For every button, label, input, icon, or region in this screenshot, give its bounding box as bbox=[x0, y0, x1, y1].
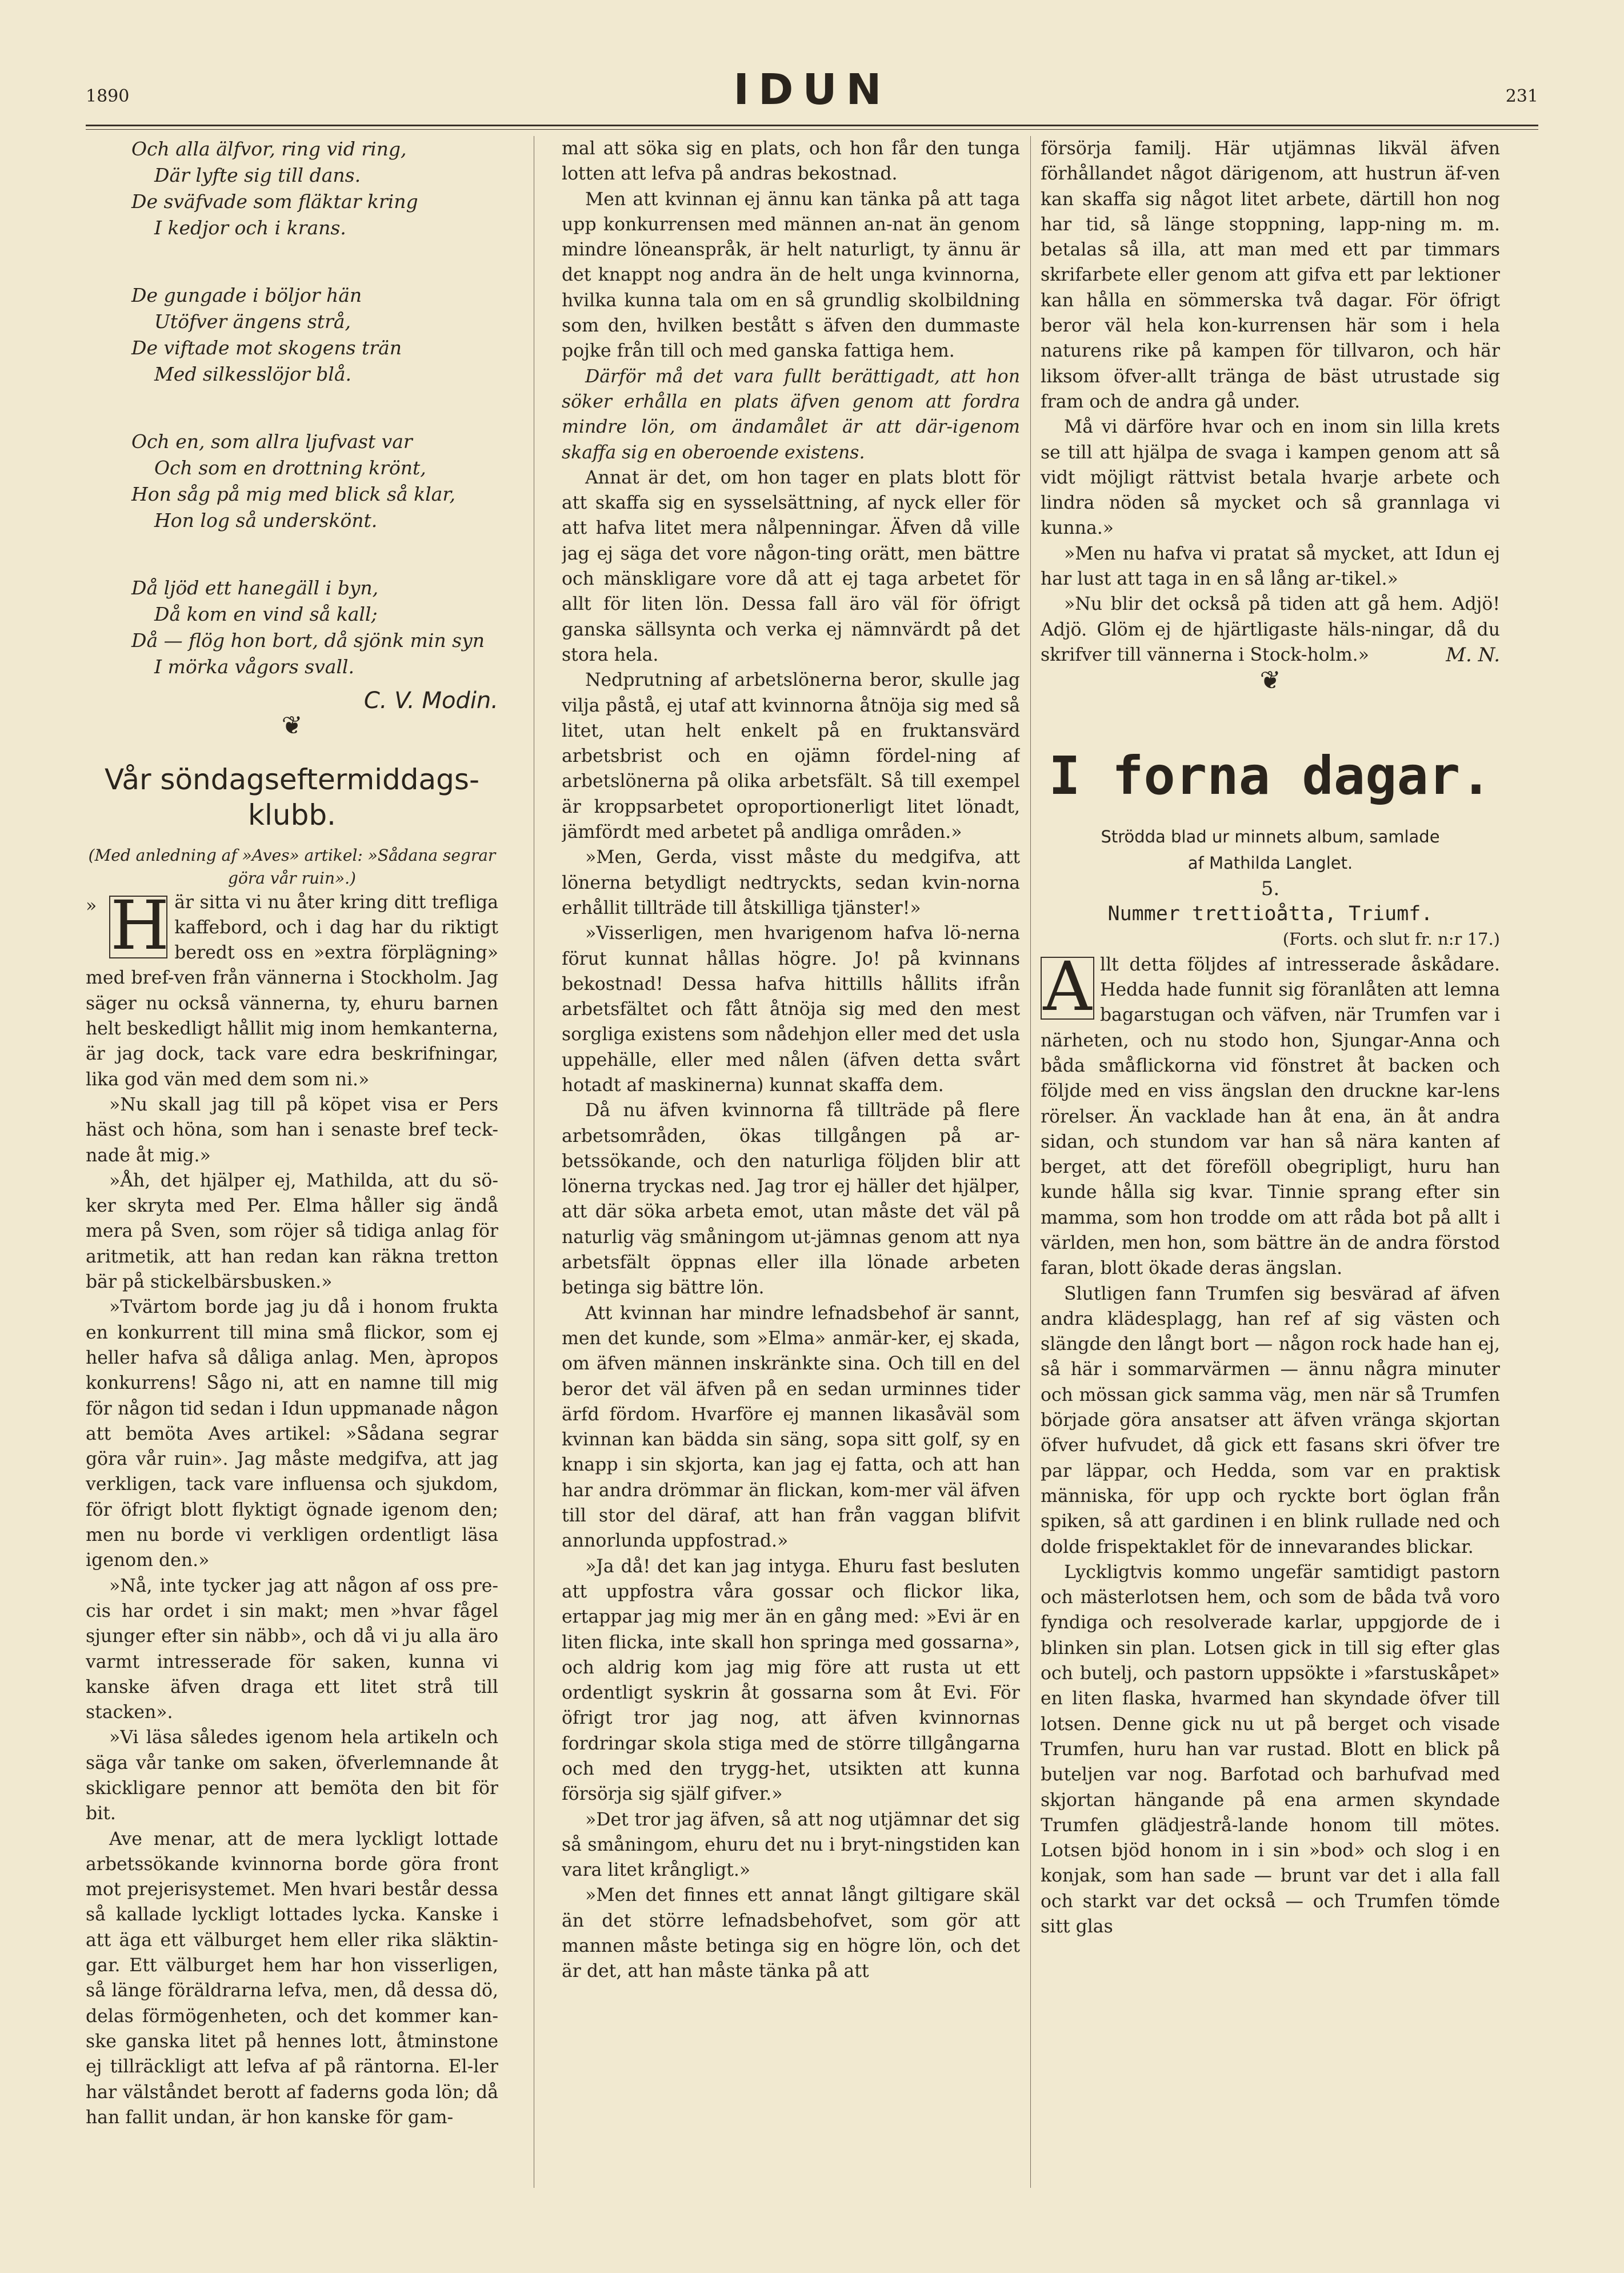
header-rule bbox=[86, 125, 1538, 126]
paragraph: »Ja då! det kan jag intyga. Ehuru fast besluten att uppfostra våra gossar och flickor lika, ertappar jag mig mer än en gång med: »Evi är en liten flicka, inte skall hon springa med gossarna», och aldrig kom jag mig före att rusta ut ett ordentligt syskrin åt gossarna som åt Evi. För öfrigt tror jag nog, att äfven kvinnornas fordringar skola stiga med de större tillgångarna och med den trygg-het, utsikten att kunna försörja sig själf gifver.» bbox=[562, 1556, 1020, 1805]
column-divider bbox=[1030, 136, 1031, 2188]
poem-stanza bbox=[131, 282, 498, 388]
paragraph: »Visserligen, men hvarigenom hafva lö-nerna förut kunnat hållas högre. Jo! på kvinnans bekostnad! Dessa hafva hittills hållits ifrån arbetsfältet och fått åtnöja sig med den mest sorgliga existens som nådehjon eller med det usla uppehälle, eller med nålen (äfven detta svårt hotadt af maskinerna) kunnat skaffa dem. bbox=[562, 923, 1020, 1096]
poem-line: Utöfver ängens strå, bbox=[154, 310, 351, 333]
continued-note: (Forts. och slut fr. n:r 17.) bbox=[1282, 929, 1500, 949]
paragraph: »Men nu hafva vi pratat så mycket, att Idun ej har lust att taga in en så lång ar-tikel.» bbox=[1041, 543, 1500, 590]
paragraph: »Men det finnes ett annat långt giltigare skäl än det större lefnadsbehofvet, som gör att mannen måste betinga sig en högre lön, och det är det, att han måste tänka på att bbox=[562, 1885, 1020, 1982]
poem-line: Då — flög hon bort, då sjönk min syn bbox=[131, 629, 485, 652]
paragraph-text: är sitta vi nu åter kring ditt trefliga kaffebord, och i dag har du riktigt beredt oss en »extra förplägning» med bref-ven från vännerna i Stockholm. Jag säger nu också vännerna, ty, ehuru barnen helt beskedligt hållit mig inom hemkanterna, är jag dock, tack vare edra beskrifningar, lika god vän med dem som ni.» bbox=[86, 892, 498, 1090]
paragraph: försörja familj. Här utjämnas likväl äfven förhållandet något därigenom, att hustrun äf-ven kan skaffa sig något litet arbete, därtill hon nog har tid, så länge stoppning, lapp-ning m. m. betalas så illa, att man med ett par timmars skrifarbete eller genom att gifva ett par lektioner kan hålla en sömmerska två dagar. För öfrigt beror väl hela kon-kurrensen här som i hela naturens rike på kampen för tillvaron, och här liksom öfver-allt tränga de bäst utrustade sig fram och de andra gå under. bbox=[1041, 138, 1500, 412]
poem-stanza bbox=[131, 136, 498, 241]
paragraph: »Vi läsa således igenom hela artikeln och säga vår tanke om saken, öfverlemnande åt skickligare pennor att bemöta den bit för bit. bbox=[86, 1727, 498, 1824]
article-note: (Med anledning af »Aves» artikel: »Sådana segrar göra vår ruin».) bbox=[88, 845, 496, 888]
paragraph: »Nu skall jag till på köpet visa er Pers häst och höna, som han i senaste bref teck-nade åt mig.» bbox=[86, 1094, 498, 1166]
column-1 bbox=[86, 136, 498, 2216]
poem-line: Då ljöd ett hanegäll i byn, bbox=[131, 577, 379, 599]
story-part-number: 5. bbox=[1261, 877, 1280, 900]
story-title: I forna dagar. bbox=[1049, 745, 1492, 806]
paragraph: mal att söka sig en plats, och hon får den tunga lotten att lefva på andras bekostnad. bbox=[562, 138, 1020, 185]
paragraph: »Men, Gerda, visst måste du medgifva, att lönerna betydligt nedtryckts, sedan kvin-norna erhållit tillträde till åtskilliga tjänster!» bbox=[562, 847, 1020, 918]
poem-line: De sväfvade som fläktar kring bbox=[131, 190, 418, 213]
poem-line: I kedjor och i krans. bbox=[154, 217, 346, 239]
paragraph: Men att kvinnan ej ännu kan tänka på att taga upp konkurrensen med männen an-nat än genom mindre löneanspråk, är helt naturligt, ty ännu är det knappt nog andra än de helt unga kvinnorna, hvilka kunna tala om en så grundlig skolbildning som den, hvilken bestått s äfven den dummaste pojke från till och med ganska fattiga hem. bbox=[562, 189, 1020, 362]
paragraph-text: llt detta följdes af intresserade åskådare. Hedda hade funnit sig föranlåten att lemna bagarstugan och väfven, när Trumfen var i närheten, och nu stodo hon, Sjungar-Anna och båda småflickorna vid fönstret åt backen och följde med en viss ängslan den druckne kar-lens rörelser. Än vacklade han åt ena, än åt andra sidan, och stundom var han så nära kanten af berget, att det föreföll obegripligt, huru han kunde hålla sig kvar. Tinnie sprang efter sin mamma, som hon trodde om att råda bot på allt i världen, men hon, som bättre än de andra förstod faran, blott ökade deras ängslan. bbox=[1041, 954, 1500, 1279]
poem-line: Då kom en vind så kall; bbox=[154, 603, 378, 625]
dropcap: H bbox=[110, 885, 170, 965]
paragraph: »Nu blir det också på tiden att gå hem. Adjö! Adjö. Glöm ej de hjärtligaste häls-ningar, då du skrifver till vännerna i Stock-holm.» bbox=[1041, 594, 1500, 665]
poem-stanza bbox=[131, 429, 498, 534]
story-first-paragraph bbox=[1041, 946, 1500, 1281]
paragraph: Då nu äfven kvinnorna få tillträde på flere arbetsområden, ökas tillgången på ar-betssökande, och den naturliga följden blir att lönerna tryckas ned. Jag tror ej häller det hjälper, att där söka arbeta emot, utan måste det väl på naturlig väg småningom ut-jämnas genom att nya arbetsfält öppnas eller illa lönade arbeten betinga sig bättre lön. bbox=[562, 1100, 1020, 1299]
column-3 bbox=[1041, 136, 1500, 2216]
paragraph: »Nå, inte tycker jag att någon af oss pre-cis har ordet i sin makt; men »hvar fågel sjunger efter sin näbb», och då vi ju alla äro varmt intresserade för saken, kunna vi kanske äfven draga ett litet strå till stacken». bbox=[86, 1575, 498, 1723]
poem-line: De viftade mot skogens trän bbox=[131, 337, 402, 359]
poem-line: Hon såg på mig med blick så klar, bbox=[131, 483, 455, 505]
page-header bbox=[86, 67, 1538, 119]
chapter-title: Nummer trettioåtta, Triumf. bbox=[1107, 902, 1433, 926]
story-subtitle: Strödda blad ur minnets album, samlade bbox=[1101, 826, 1440, 846]
poem-line: Med silkesslöjor blå. bbox=[154, 363, 352, 385]
paragraph-italic: Därför må det vara fullt berättigadt, att hon söker erhålla en plats äfven genom att fordra mindre lön, om ändamålet är att där-igenom skaffa sig en oberoende existens. bbox=[562, 366, 1020, 463]
paragraph: Slutligen fann Trumfen sig besvärad af äfven andra klädesplagg, han ref af sig västen och slängde den långt bort — någon rock hade han ej, så här i sommarvärmen — ännu några minuter och mössan gick samma väg, men när så Trumfen började göra ansatser att äfven vränga skjortan öfver hufvudet, då gick ett fasans skri öfver tre par läppar, och Hedda, som var en praktisk människa, för upp och ryckte bort öglan från spiken, så att gardinen i en blink rullade ned och dolde frispektaklet för de innevarandes blickar. bbox=[1041, 1283, 1500, 1557]
dropcap: A bbox=[1041, 957, 1094, 1020]
article-title: Vår söndagseftermiddags-klubb. bbox=[105, 762, 479, 832]
poem-line: Och som en drottning krönt, bbox=[154, 457, 426, 479]
paragraph: »Det tror jag äfven, så att nog utjämnar det sig så småningom, ehuru det nu i bryt-ningstiden kan vara litet krångligt.» bbox=[562, 1809, 1020, 1881]
ornament-icon: ❦ bbox=[1259, 665, 1281, 695]
poem-line: Där lyfte sig till dans. bbox=[154, 164, 361, 186]
article-first-paragraph bbox=[86, 885, 498, 1092]
column-2 bbox=[562, 136, 1020, 2216]
journal-title: IDUN bbox=[733, 65, 891, 114]
poem-line: Och alla älfvor, ring vid ring, bbox=[131, 138, 407, 160]
poem-line: De gungade i böljor hän bbox=[131, 284, 362, 306]
paragraph: Må vi därföre hvar och en inom sin lilla krets se till att hjälpa de svaga i kampen genom att så vidt möjligt rättvist betala hvarje arbete och lindra nöden så mycket och så grannlaga vi kunna.» bbox=[1041, 417, 1500, 539]
poem-stanza bbox=[131, 575, 498, 680]
paragraph: Nedprutning af arbetslönerna beror, skulle jag vilja påstå, ej utaf att kvinnorna åtnöja sig med så litet, utan helt enkelt på en fruktansvärd arbetsbrist och en ojämn fördel-ning af arbetslönerna på olika arbetsfält. Så till exempel är kroppsarbetet oproportionerligt litet lönadt, jämfördt med arbetet på andliga områden.» bbox=[562, 670, 1020, 843]
poem-signature: C. V. Modin. bbox=[363, 688, 498, 714]
ornament-icon: ❦ bbox=[281, 711, 303, 741]
paragraph: Annat är det, om hon tager en plats blott för att skaffa sig en sysselsättning, af nyck eller för att hafva litet mera nålpenningar. Äfven då ville jag ej säga det vore någon-ting orätt, men bättre och mänskligare vore då att ej taga arbetet för allt för liten lön. Dessa fall äro väl för öfrigt ganska sällsynta och verka ej nämnvärdt på det stora hela. bbox=[562, 467, 1020, 665]
paragraph: Att kvinnan har mindre lefnadsbehof är sannt, men det kunde, som »Elma» anmär-ker, ej skada, om äfven männen inskränkte sina. Och till en del beror det väl äfven på en sedan urminnes tider ärfd fördom. Hvarföre ej mannen likasåväl som kvinnan kan bädda sin säng, sopa sitt golf, sy en knapp i sin skjorta, kan jag ej fatta, och att han har andra drömmar än flickan, kom-mer väl äfven till stor del däraf, att han från vaggan blifvit annorlunda uppfostrad.» bbox=[562, 1303, 1020, 1552]
poem bbox=[86, 136, 498, 680]
paragraph: Lyckligtvis kommo ungefär samtidigt pastorn och mästerlotsen hem, och som de båda två voro fyndiga och resolverade karlar, uppgjorde de i blinken sin plan. Lotsen gick in till sig efter glas och butelj, och pastorn uppsökte i »farstuskåpet» en liten flaska, hvarmed han skyndade öfver till lotsen. Denne gick nu ut på berget och visade Trumfen, huru han var rustad. Blott en blick på buteljen var nog. Barfotad och barhufvad med skjortan hängande på ena armen skyndade Trumfen glädjestrå-lande honom till mötes. Lotsen bjöd honom in i sin »bod» och slog i en konjak, som han sade — brunt var det i alla fall och starkt var det också — och Trumfen tömde sitt glas bbox=[1041, 1561, 1500, 1937]
poem-line: Hon log så underskönt. bbox=[154, 509, 378, 532]
paragraph: »Åh, det hjälper ej, Mathilda, att du sö-ker skryta med Per. Elma håller sig ändå mera på Sven, som röjer så tidiga anlag för aritmetik, att han redan kan räkna tretton bär på stickelbärsbusken.» bbox=[86, 1170, 498, 1293]
paragraph: »Tvärtom borde jag ju då i honom frukta en konkurrent till mina små flickor, som ej heller hafva så dåliga anlag. Men, àpropos konkurrens! Sågo ni, att en namne till mig för någon tid sedan i Idun uppmanade någon att bemöta Aves artikel: »Sådana segrar göra vår ruin». Jag måste medgifva, att jag verkligen, tack vare influensa och sjukdom, för öfrigt blott flyktigt ögnade igenom den; men nu borde vi verkligen ordentligt läsa igenom den.» bbox=[86, 1297, 498, 1571]
story-author: af Mathilda Langlet. bbox=[1187, 853, 1353, 873]
header-year: 1890 bbox=[86, 86, 130, 106]
opening-quote: » bbox=[86, 895, 97, 916]
article-signature: M. N. bbox=[1446, 644, 1500, 667]
header-rule-thin bbox=[86, 129, 1538, 130]
poem-line: I mörka vågors svall. bbox=[154, 656, 354, 678]
page-number: 231 bbox=[1505, 86, 1538, 106]
poem-line: Och en, som allra ljufvast var bbox=[131, 430, 413, 453]
paragraph: Ave menar, att de mera lyckligt lottade arbetssökande kvinnorna borde göra front mot prejerisystemet. Men hvari består dessa så kallade lyckligt lottades lycka. Kanske i att äga ett välburget hem eller rika släktin-gar. Ett välburget hem har hon visserligen, så länge föräldrarna lefva, men, då dessa dö, delas förmögenheten, och det kommer kan-ske ganska litet på hennes lott, åtminstone ej tillräckligt att lefva af på räntorna. El-ler har välståndet berott af faderns goda lön; då han fallit undan, är hon kanske för gam- bbox=[86, 1828, 498, 2128]
